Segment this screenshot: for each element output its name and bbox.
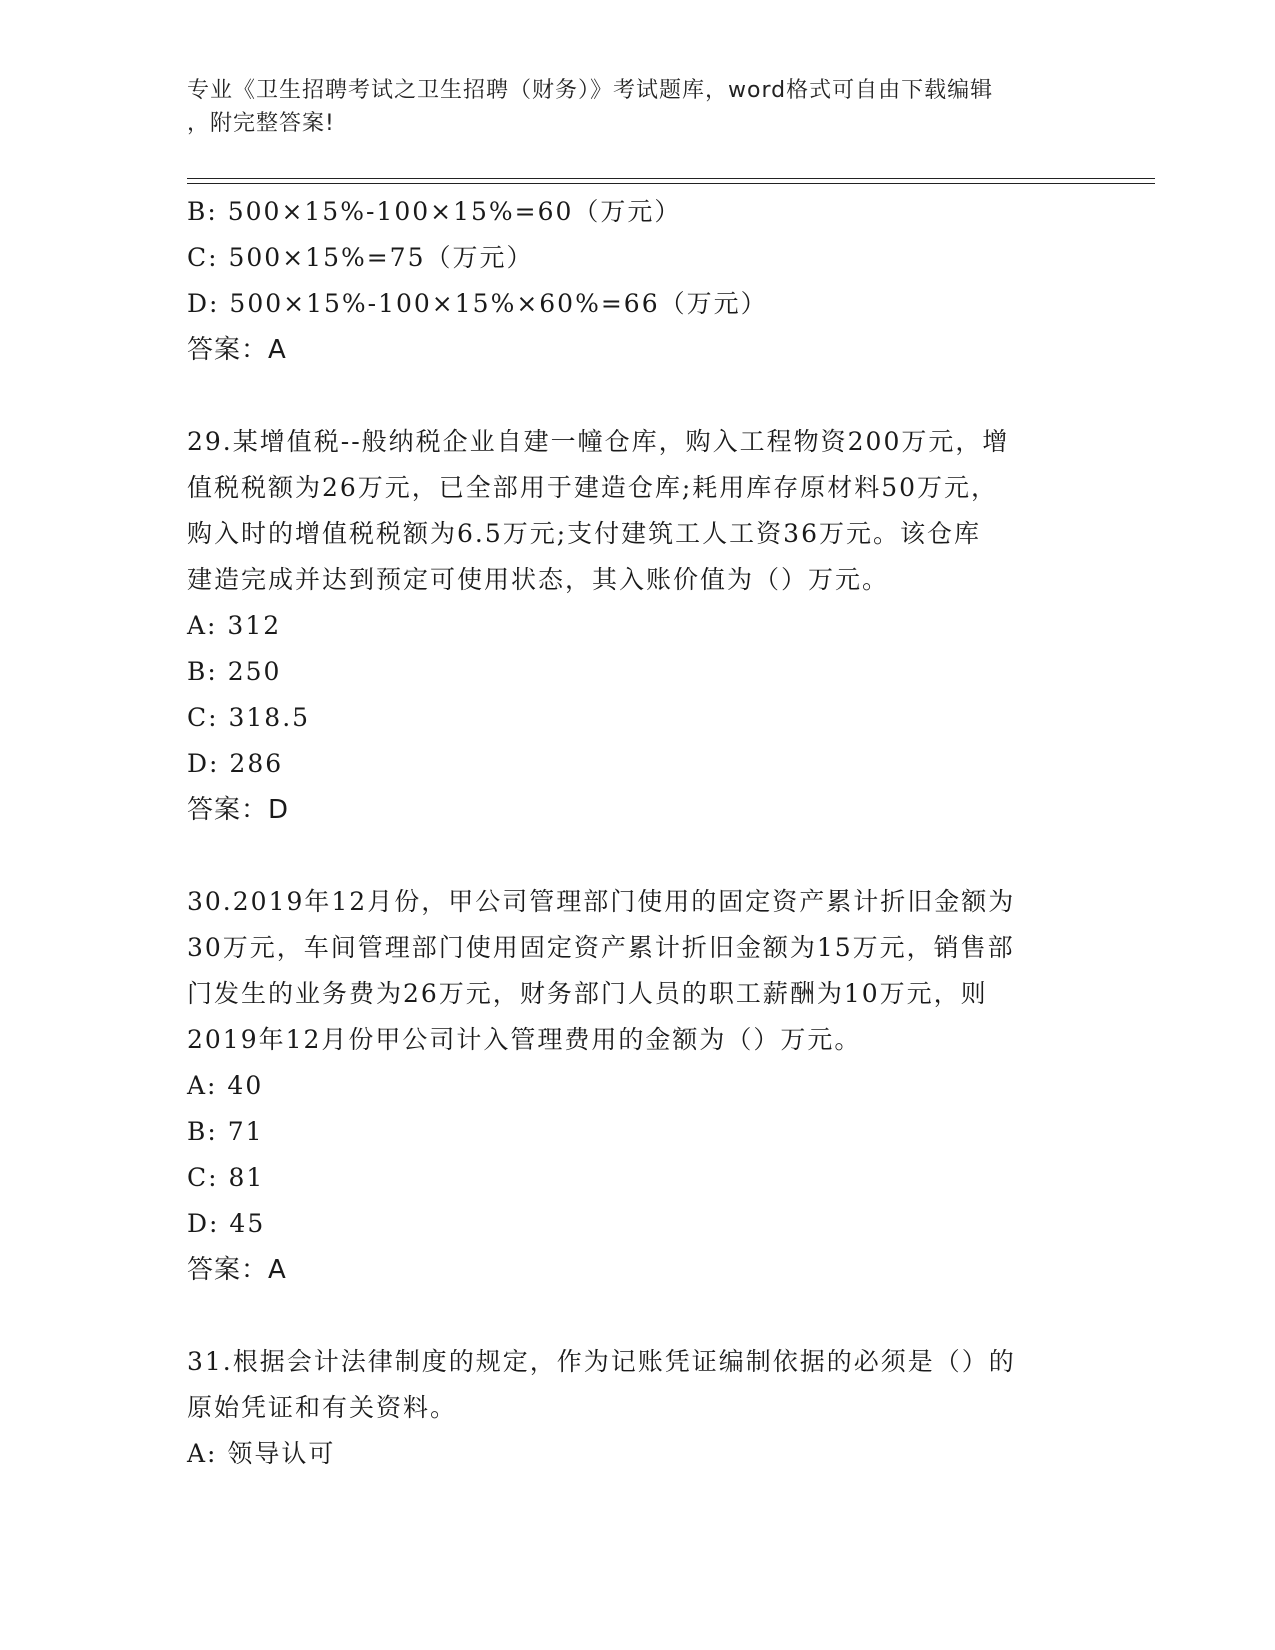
question-29 [187, 419, 1087, 833]
option-b: B: 500×15%-100×15%=60（万元） [187, 197, 682, 226]
header-divider-top [187, 178, 1155, 179]
header-line-2: ，附完整答案! [187, 111, 335, 136]
question-text-line: 门发生的业务费为26万元，财务部门人员的职工薪酬为10万元，则 [187, 979, 988, 1008]
question-30 [187, 879, 1087, 1293]
option-d: D: 500×15%-100×15%×60%=66（万元） [187, 289, 768, 318]
answer-line: 答案：D [187, 795, 290, 825]
option-a: A: 312 [187, 611, 282, 640]
answer-line: 答案：A [187, 335, 287, 365]
question-text-line: 建造完成并达到预定可使用状态，其入账价值为（）万元。 [187, 565, 890, 594]
option-c: C: 81 [187, 1163, 265, 1192]
option-c: C: 500×15%=75（万元） [187, 243, 534, 272]
question-text-line: 值税税额为26万元，已全部用于建造仓库;耗用库存原材料50万元， [187, 473, 999, 502]
question-text-line: 原始凭证和有关资料。 [187, 1393, 458, 1422]
question-text-line: 购入时的增值税税额为6.5万元;支付建筑工人工资36万元。该仓库 [187, 519, 981, 548]
option-c: C: 318.5 [187, 703, 311, 732]
option-a: A: 40 [187, 1071, 264, 1100]
question-text-line: 2019年12月份甲公司计入管理费用的金额为（）万元。 [187, 1025, 862, 1054]
header-line-1: 专业《卫生招聘考试之卫生招聘（财务）》考试题库，word格式可自由下载编辑 [187, 78, 994, 103]
question-text-line: 30.2019年12月份，甲公司管理部门使用的固定资产累计折旧金额为 [187, 887, 1016, 916]
option-a: A: 领导认可 [187, 1439, 336, 1468]
option-b: B: 71 [187, 1117, 264, 1146]
option-b: B: 250 [187, 657, 282, 686]
question-text-line: 31.根据会计法律制度的规定，作为记账凭证编制依据的必须是（）的 [187, 1347, 1016, 1376]
question-content [187, 189, 1087, 1477]
question-text-line: 29.某增值税--般纳税企业自建一幢仓库，购入工程物资200万元，增 [187, 427, 1010, 456]
question-text-line: 30万元，车间管理部门使用固定资产累计折旧金额为15万元，销售部 [187, 933, 1015, 962]
option-d: D: 45 [187, 1209, 266, 1238]
header-divider-bottom [187, 183, 1155, 184]
answer-line: 答案：A [187, 1255, 287, 1285]
question-31 [187, 1339, 1087, 1477]
document-header [187, 74, 1067, 140]
option-d: D: 286 [187, 749, 284, 778]
prev-question-block [187, 189, 1087, 373]
